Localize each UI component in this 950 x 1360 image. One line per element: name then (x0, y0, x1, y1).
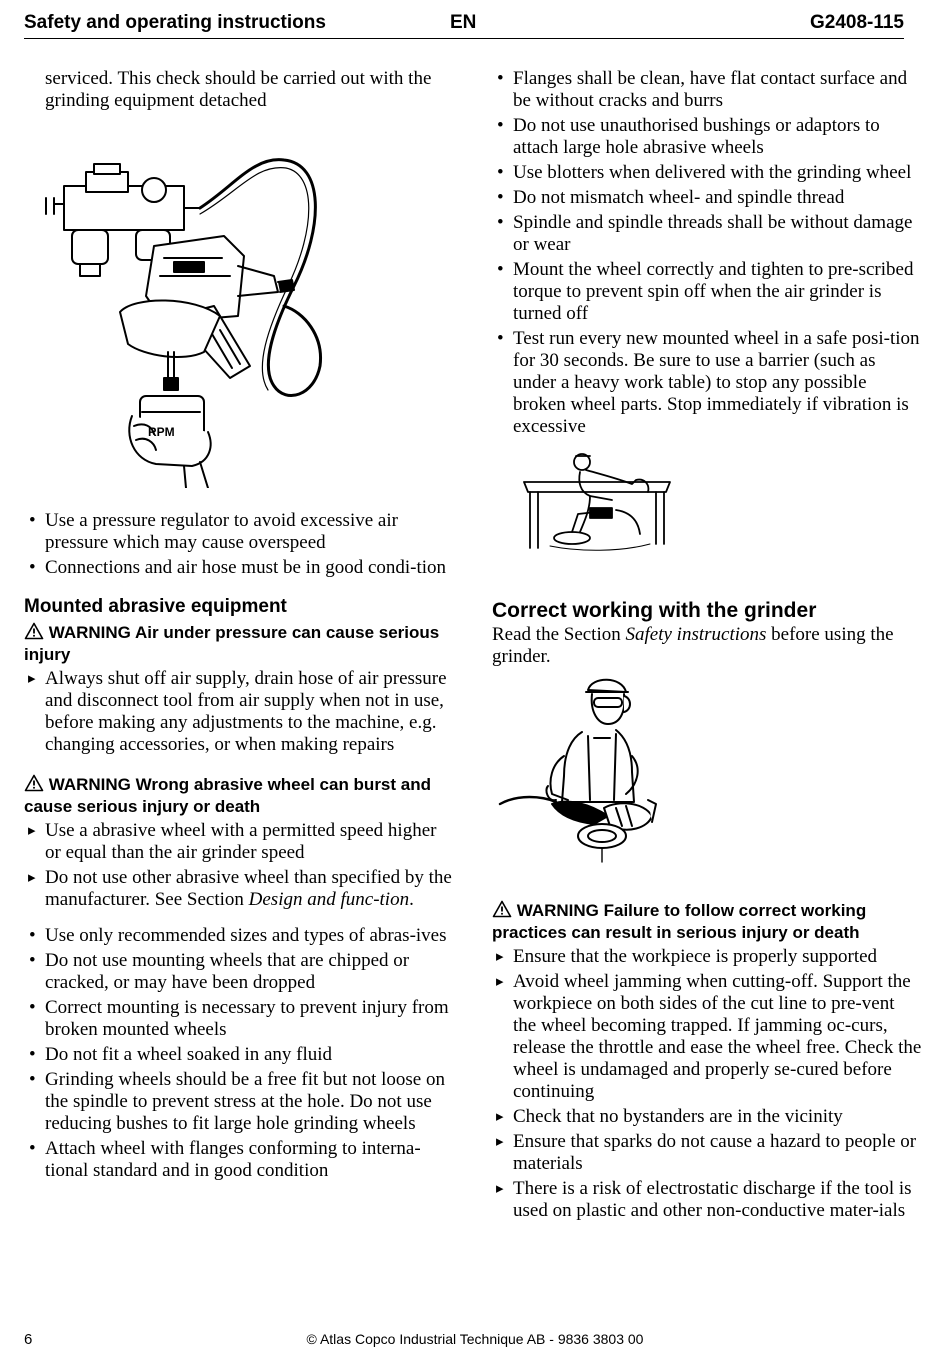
warning-list (24, 668, 454, 756)
list-item: • Do not mismatch wheel- and spindle thread (492, 187, 922, 209)
rpm-check-illustration (24, 116, 324, 488)
list-item: • Use only recommended sizes and types of abras-ives (24, 925, 454, 947)
header-language: EN (450, 12, 477, 33)
list-item: • Correct mounting is necessary to prevent injury from broken mounted wheels (24, 997, 454, 1041)
list-item: ▸ There is a risk of electrostatic discharge if the tool is used on plastic and other non-conductive mater-ials (492, 1178, 922, 1222)
list-item: • Mount the wheel correctly and tighten to pre-scribed torque to prevent spin off when the air grinder is turned off (492, 259, 922, 325)
warning-list (24, 820, 454, 911)
left-column (24, 68, 454, 1185)
warning-triangle-icon (24, 774, 44, 792)
warning-title: WARNING Failure to follow correct working practices can result in serious injury or death (492, 901, 867, 942)
list-item: • Connections and air hose must be in good condi-tion (24, 557, 454, 579)
list-item: ▸ Ensure that sparks do not cause a hazard to people or materials (492, 1131, 922, 1175)
section-reference: Design and func-tion (248, 889, 410, 910)
page-number: 6 (24, 1331, 33, 1348)
list-item: • Test run every new mounted wheel in a safe posi-tion for 30 seconds. Be sure to use a barrier (such as under a heavy work table) to stop any possible broken wheel parts. Stop immediately if vibration is excessive (492, 328, 922, 438)
list-item: ▸ Check that no bystanders are in the vicinity (492, 1106, 922, 1128)
header-title: Safety and operating instructions (24, 12, 326, 33)
warning-triangle-icon (24, 622, 44, 640)
list-item: • Use blotters when delivered with the grinding wheel (492, 162, 922, 184)
list-item: • Grinding wheels should be a free fit but not loose on the spindle to prevent stress at the hole. Do not use reducing bushes to fit large hole grinding wheels (24, 1069, 454, 1135)
flange-bullet-list (492, 68, 922, 438)
list-item: ▸ Avoid wheel jamming when cutting-off. Support the workpiece on both sides of the cut line to pre-vent the wheel becoming trapped. If jamming oc-curs, release the throttle and ease the wheel free. Check the wheel is undamaged and properly se-cured before continuing (492, 971, 922, 1103)
warning-list (492, 946, 922, 1222)
operator-illustration (498, 676, 668, 876)
list-item: • Do not use mounting wheels that are chipped or cracked, or may have been dropped (24, 950, 454, 994)
rpm-label: RPM (148, 425, 175, 439)
list-item: ▸ Do not use other abrasive wheel than specified by the manufacturer. See Section Design and func-tion. (24, 867, 454, 911)
warning-heading-correct-practices (492, 900, 922, 944)
mounting-bullet-list (24, 925, 454, 1182)
test-run-illustration (520, 452, 680, 552)
section-heading-correct-working: Correct working with the grinder (492, 599, 817, 622)
warning-title: WARNING Wrong abrasive wheel can burst and cause serious injury or death (24, 775, 431, 816)
section-reference: Safety instructions (625, 624, 767, 645)
warning-title: WARNING Air under pressure can cause serious injury (24, 623, 440, 664)
list-item: ▸ Use a abrasive wheel with a permitted speed higher or equal than the air grinder speed (24, 820, 454, 864)
warning-heading-wrong-wheel (24, 774, 454, 818)
list-item: • Use a pressure regulator to avoid excessive air pressure which may cause overspeed (24, 510, 454, 554)
list-item: • Do not fit a wheel soaked in any fluid (24, 1044, 454, 1066)
section-heading-mounted-abrasive: Mounted abrasive equipment (24, 596, 287, 617)
warning-heading-air-pressure (24, 622, 454, 666)
footer-copyright: © Atlas Copco Industrial Technique AB - 9836 3803 00 (306, 1331, 644, 1347)
list-item: ▸ Ensure that the workpiece is properly supported (492, 946, 922, 968)
list-item: ▸ Always shut off air supply, drain hose of air pressure and disconnect tool from air supply when not in use, before making any adjustments to the machine, e.g. changing accessories, or when making repairs (24, 668, 454, 756)
list-item: • Spindle and spindle threads shall be without damage or wear (492, 212, 922, 256)
list-item: • Flanges shall be clean, have flat contact surface and be without cracks and burrs (492, 68, 922, 112)
list-item: • Attach wheel with flanges conforming to interna-tional standard and in good condition (24, 1138, 454, 1182)
page-header (24, 10, 904, 39)
pressure-bullet-list (24, 510, 454, 579)
list-item: • Do not use unauthorised bushings or adaptors to attach large hole abrasive wheels (492, 115, 922, 159)
read-instructions-paragraph: Read the Section Safety instructions before using the grinder. (492, 624, 894, 667)
warning-triangle-icon (492, 900, 512, 918)
intro-paragraph: serviced. This check should be carried out with the grinding equipment detached (45, 68, 432, 111)
right-column (492, 68, 922, 1225)
header-doc-id: G2408-115 (809, 12, 904, 33)
